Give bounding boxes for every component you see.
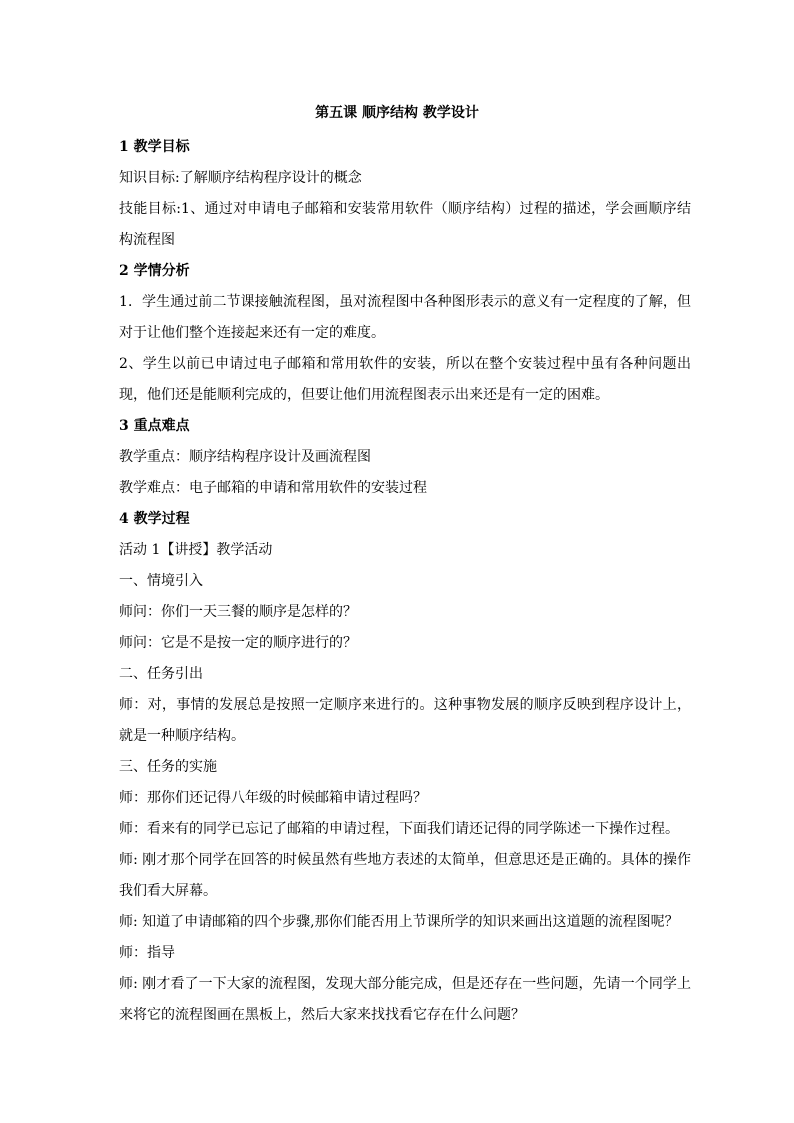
paragraph-difficult-point: 教学难点：电子邮箱的申请和常用软件的安装过程 <box>119 480 427 496</box>
paragraph-teacher-7: 师: 刚才看了一下大家的流程图，发现大部分能完成，但是还存在一些问题，先请一个同学上来将它的流程图画在黑板上，然后大家来找找看它存在什么问题？ <box>119 976 691 1023</box>
paragraph-key-point: 教学重点：顺序结构程序设计及画流程图 <box>119 449 371 465</box>
paragraph-activity: 活动 1【讲授】教学活动 <box>119 542 273 558</box>
document-body <box>119 132 691 1031</box>
paragraph-skill-goal: 技能目标:1、通过对申请电子邮箱和安装常用软件（顺序结构）过程的描述，学会画顺序结构流程图 <box>119 201 691 248</box>
paragraph-stage-3: 三、任务的实施 <box>119 759 217 775</box>
section-heading-analysis: 2 学情分析 <box>119 263 190 279</box>
paragraph-teacher-5: 师: 知道了申请邮箱的四个步骤,那你们能否用上节课所学的知识来画出这道题的流程图呢？ <box>119 914 679 930</box>
paragraph-analysis-2: 2、学生以前已申请过电子邮箱和常用软件的安装，所以在整个安装过程中虽有各种问题出现，他们还是能顺利完成的，但要让他们用流程图表示出来还是有一定的困难。 <box>119 356 691 403</box>
section-heading-objectives: 1 教学目标 <box>119 139 190 155</box>
paragraph-teacher-2: 师：那你们还记得八年级的时候邮箱申请过程吗？ <box>119 790 427 806</box>
paragraph-analysis-1: 1．学生通过前二节课接触流程图，虽对流程图中各种图形表示的意义有一定程度的了解，但对于让他们整个连接起来还有一定的难度。 <box>119 294 691 341</box>
section-heading-process: 4 教学过程 <box>119 511 190 527</box>
paragraph-teacher-4: 师: 刚才那个同学在回答的时候虽然有些地方表述的太简单，但意思还是正确的。具体的操作我们看大屏幕。 <box>119 852 691 899</box>
paragraph-teacher-6: 师：指导 <box>119 945 175 961</box>
paragraph-teacher-1: 师：对，事情的发展总是按照一定顺序来进行的。这种事物发展的顺序反映到程序设计上，就是一种顺序结构。 <box>119 697 691 744</box>
paragraph-knowledge-goal: 知识目标:了解顺序结构程序设计的概念 <box>119 170 362 186</box>
section-heading-key-points: 3 重点难点 <box>119 418 190 434</box>
document-title: 第五课 顺序结构 教学设计 <box>315 105 479 121</box>
paragraph-teacher-3: 师：看来有的同学已忘记了邮箱的申请过程，下面我们请还记得的同学陈述一下操作过程。 <box>119 821 679 837</box>
paragraph-question-2: 师问：它是不是按一定的顺序进行的？ <box>119 635 357 651</box>
paragraph-stage-2: 二、任务引出 <box>119 666 203 682</box>
paragraph-stage-1: 一、情境引入 <box>119 573 203 589</box>
paragraph-question-1: 师问：你们一天三餐的顺序是怎样的？ <box>119 604 357 620</box>
